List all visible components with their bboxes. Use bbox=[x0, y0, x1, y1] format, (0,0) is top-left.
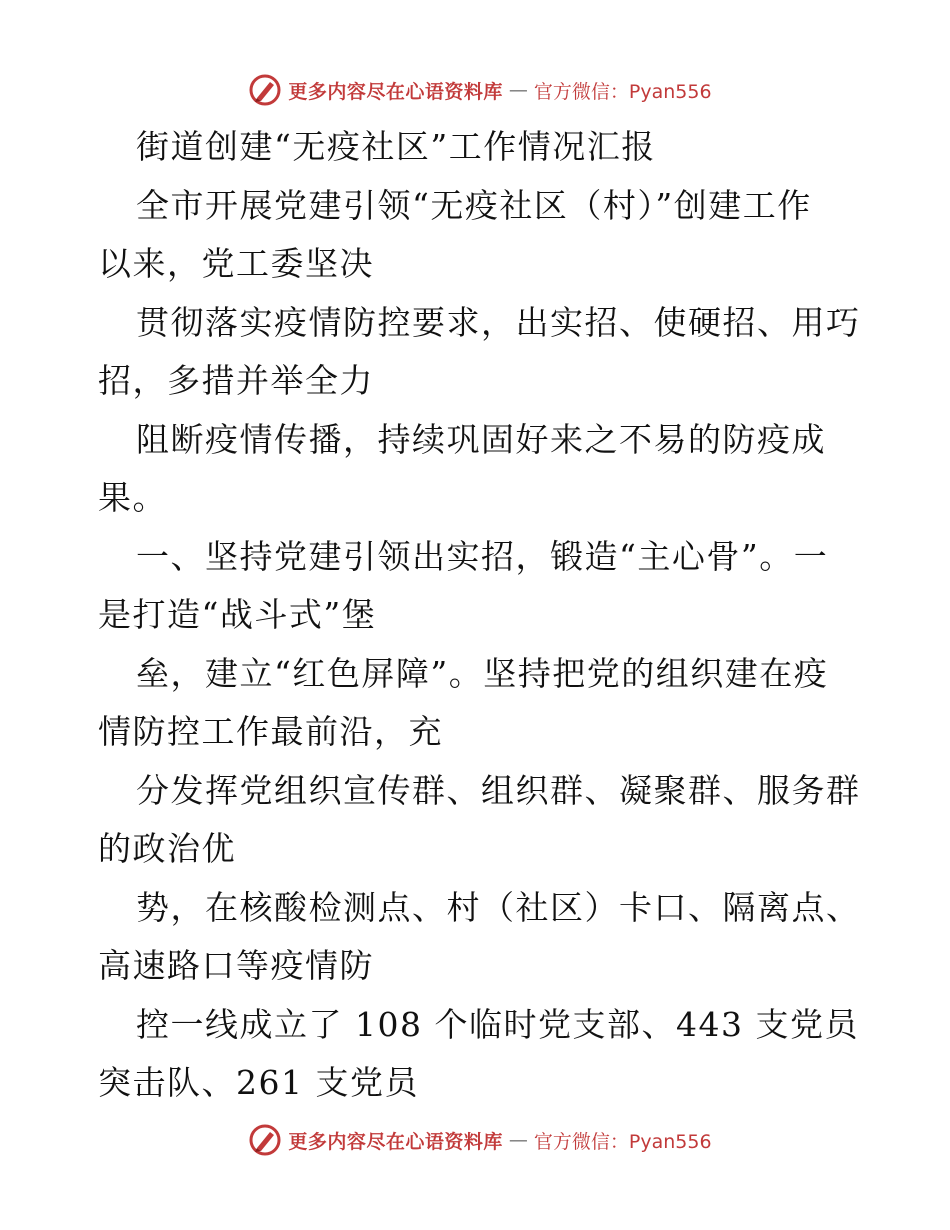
text-line: 以来，党工委坚决 bbox=[98, 244, 374, 283]
banner-dash: — bbox=[508, 79, 528, 101]
header-banner bbox=[0, 70, 950, 110]
text-line: 控一线成立了 108 个临时党支部、443 支党员 bbox=[136, 1004, 859, 1044]
banner-contact: 官方微信：Pyan556 bbox=[533, 80, 712, 103]
pen-logo-icon bbox=[248, 73, 282, 107]
text-line: 全市开展党建引领“无疫社区（村）”创建工作 bbox=[136, 185, 812, 225]
text-line: 一、坚持党建引领出实招，锻造“主心骨”。一 bbox=[136, 536, 829, 576]
banner-inner bbox=[248, 73, 711, 107]
text-line: 阻断疫情传播，持续巩固好来之不易的防疫成 bbox=[136, 419, 826, 459]
banner-dash: — bbox=[508, 1129, 528, 1151]
text-line: 势，在核酸检测点、村（社区）卡口、隔离点、 bbox=[136, 887, 861, 927]
banner-brand: 更多内容尽在心语资料库 bbox=[288, 80, 503, 103]
footer-banner bbox=[0, 1120, 950, 1160]
pen-logo-icon bbox=[248, 1123, 282, 1157]
text-line: 贯彻落实疫情防控要求，出实招、使硬招、用巧 bbox=[136, 302, 861, 342]
text-line: 情防控工作最前沿，充 bbox=[98, 712, 443, 751]
document-body bbox=[98, 118, 861, 1113]
text-line: 突击队、261 支党员 bbox=[98, 1063, 419, 1102]
text-line: 果。 bbox=[98, 478, 167, 517]
banner-brand: 更多内容尽在心语资料库 bbox=[288, 1130, 503, 1153]
banner-inner bbox=[248, 1123, 711, 1157]
banner-contact: 官方微信：Pyan556 bbox=[533, 1130, 712, 1153]
text-line: 招，多措并举全力 bbox=[98, 361, 374, 400]
text-line: 垒，建立“红色屏障”。坚持把党的组织建在疫 bbox=[136, 653, 829, 693]
text-line: 的政治优 bbox=[98, 829, 236, 868]
text-line: 街道创建“无疫社区”工作情况汇报 bbox=[136, 127, 656, 166]
text-line: 高速路口等疫情防 bbox=[98, 946, 374, 985]
text-line: 分发挥党组织宣传群、组织群、凝聚群、服务群 bbox=[136, 770, 861, 810]
text-line: 是打造“战斗式”堡 bbox=[98, 595, 377, 634]
